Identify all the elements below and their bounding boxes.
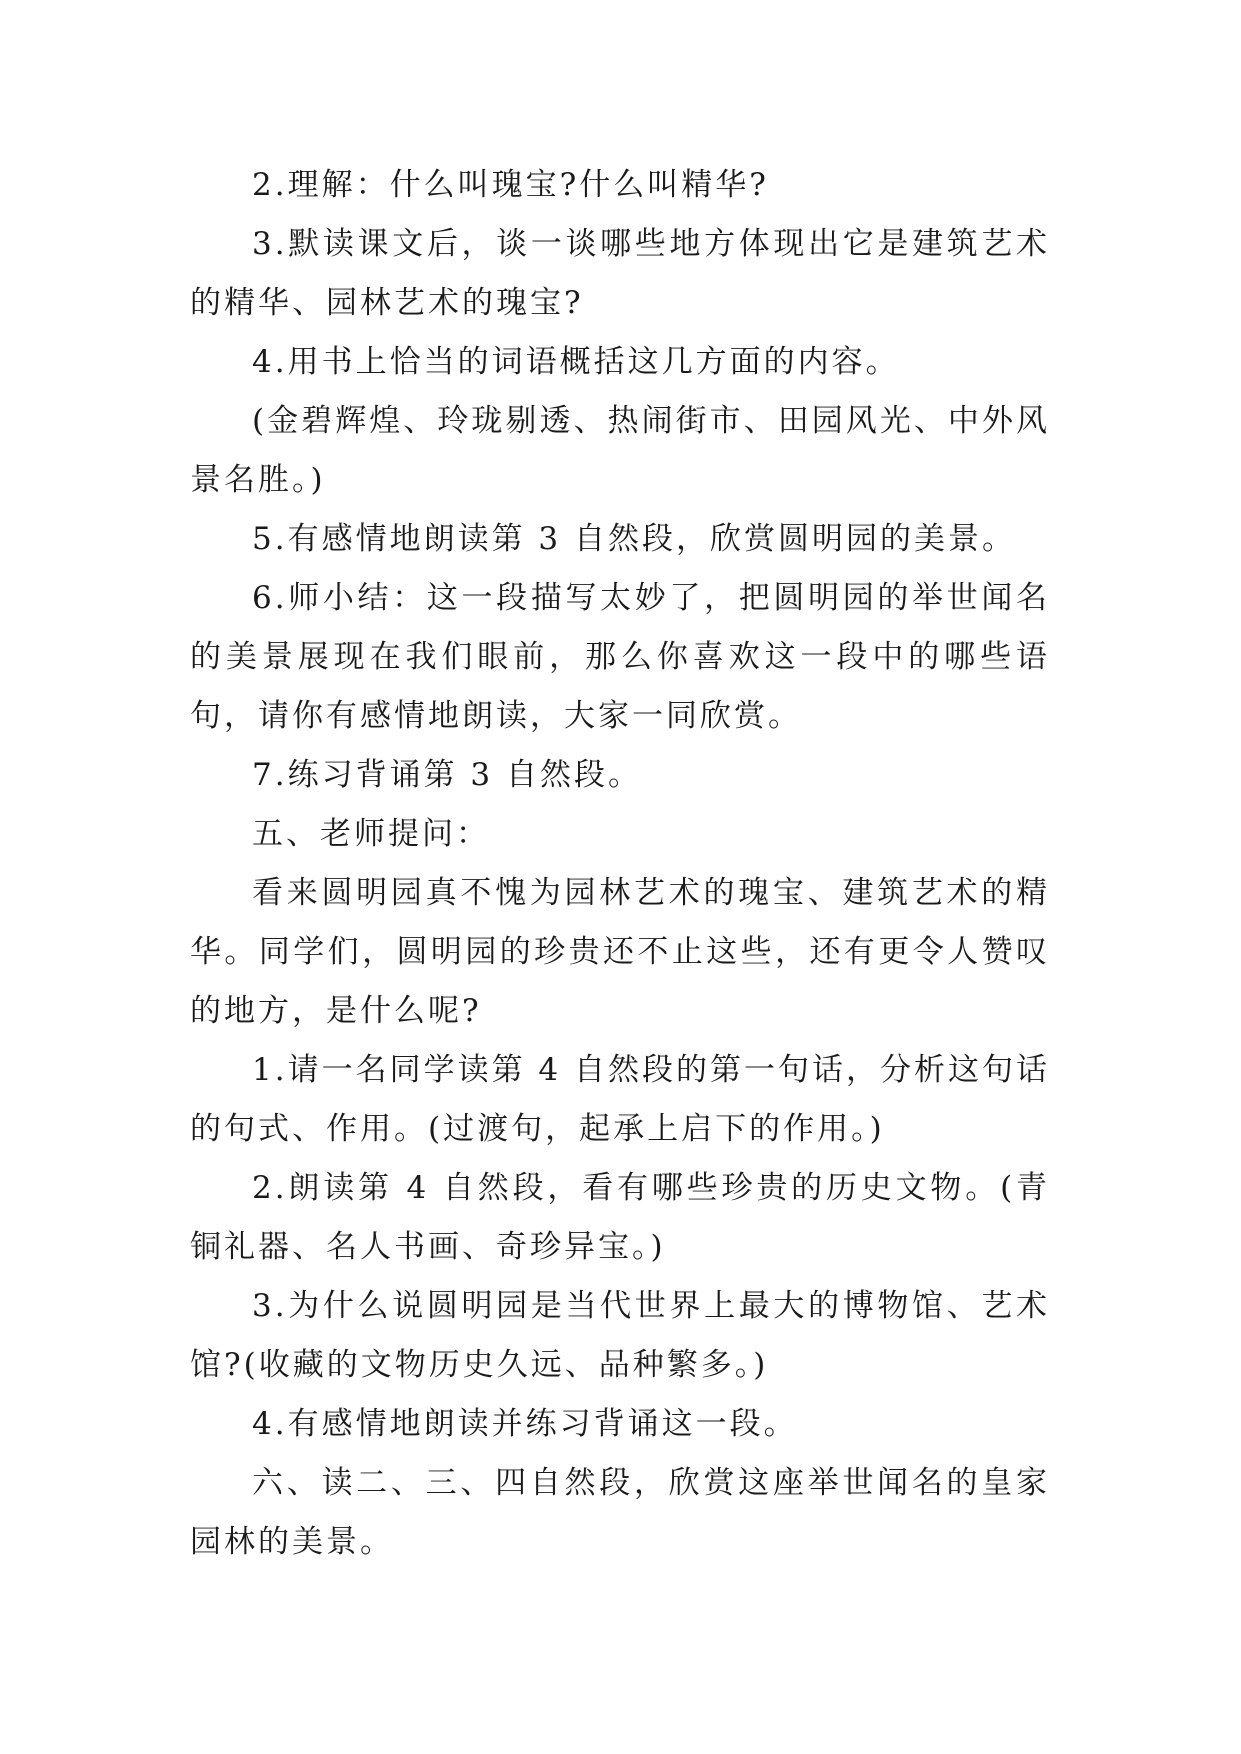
section-heading-five: 五、老师提问： [252,816,490,852]
paragraph-recite-section-3: 7.练习背诵第 3 自然段。 [252,757,643,793]
paragraph-first-sentence-analysis: 1.请一名同学读第 4 自然段的第一句话，分析这句话的句式、作用。(过渡句，起承上启下的作用。) [190,1052,1051,1147]
paragraph-recite-section-4: 4.有感情地朗读并练习背诵这一段。 [252,1406,798,1442]
paragraph-summary-answer: (金碧辉煌、玲珑剔透、热闹街市、田园风光、中外风景名胜。) [190,403,1050,498]
paragraph-read-section-4: 2.朗读第 4 自然段，看有哪些珍贵的历史文物。(青铜礼器、名人书画、奇珍异宝。) [190,1170,1050,1265]
paragraph-understand-terms: 2.理解：什么叫瑰宝?什么叫精华? [252,167,769,203]
paragraph-teacher-question: 看来圆明园真不愧为园林艺术的瑰宝、建筑艺术的精华。同学们，圆明园的珍贵还不止这些，还有更令人赞叹的地方，是什么呢? [190,875,1050,1029]
paragraph-summarize-words: 4.用书上恰当的词语概括这几方面的内容。 [252,344,900,380]
document-body [190,156,1050,1572]
section-heading-six: 六、读二、三、四自然段，欣赏这座举世闻名的皇家园林的美景。 [190,1465,1050,1560]
paragraph-read-section-3: 5.有感情地朗读第 3 自然段，欣赏圆明园的美景。 [252,521,1017,557]
paragraph-largest-museum: 3.为什么说圆明园是当代世界上最大的博物馆、艺术馆?(收藏的文物历史久远、品种繁多。) [190,1288,1050,1383]
paragraph-teacher-summary: 6.师小结：这一段描写太妙了，把圆明园的举世闻名的美景展现在我们眼前，那么你喜欢这一段中的哪些语句，请你有感情地朗读，大家一同欣赏。 [190,580,1050,734]
paragraph-silent-reading: 3.默读课文后，谈一谈哪些地方体现出它是建筑艺术的精华、园林艺术的瑰宝? [190,226,1050,321]
